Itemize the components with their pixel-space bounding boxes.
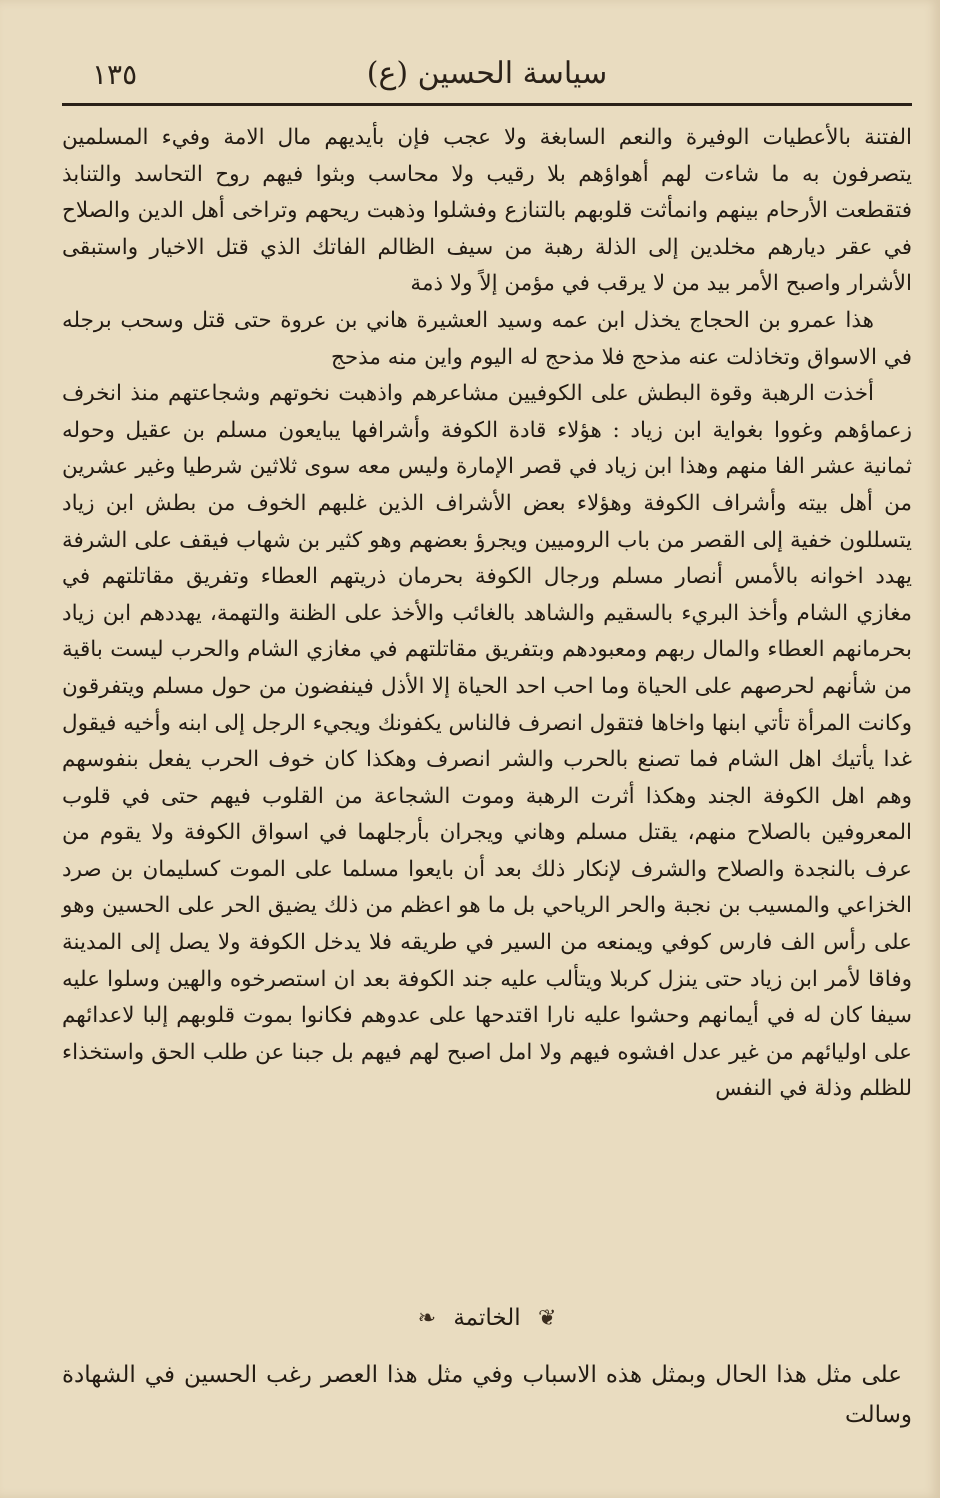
ornament-right-icon: ❧ bbox=[417, 1306, 437, 1331]
header-rule bbox=[62, 103, 912, 106]
ornament-left-icon: ❦ bbox=[537, 1306, 557, 1331]
running-title: سياسة الحسين (ع) bbox=[366, 56, 608, 91]
page-number: ١٣٥ bbox=[92, 58, 138, 91]
closing-line: على مثل هذا الحال وبمثل هذه الاسباب وفي مثل هذا العصر رغب الحسين في الشهادة وسالت bbox=[62, 1362, 912, 1428]
section-heading-text: الخاتمة bbox=[453, 1305, 521, 1331]
page-header bbox=[62, 52, 912, 96]
paragraph-3: أخذت الرهبة وقوة البطش على الكوفيين مشاعرهم واذهبت نخوتهم وشجاعتهم منذ انخرف زعماؤهم وغووا بغواية ابن زياد : هؤلاء قادة الكوفة وأشرافها يبايعون مسلم بن عقيل وحوله ثمانية عشر الفا منهم وهذا ابن زياد في قصر الإمارة وليس معه سوى ثلاثين شرطيا وغير عشرين من أهل بيته وأشراف الكوفة وهؤلاء بعض الأشراف الذين غلبهم الخوف من بطش ابن زياد يتسللون خفية إلى القصر من باب الروميين ويجرؤ بعضهم وهو كثير بن شهاب فيقف على الشرفة يهدد اخوانه بالأمس أنصار مسلم ورجال الكوفة بحرمان ذريتهم العطاء وتفريق مقاتلتهم في مغازي الشام وأخذ البريء بالسقيم والشاهد بالغائب والأخذ على الظنة والتهمة، يهددهم ابن زياد بحرمانهم العطاء والمال ربهم ومعبودهم وبتفريق مقاتلتهم في مغازي الشام والحرب ليست باقية من شأنهم لحرصهم على الحياة وما احب احد الحياة إلا الأذل فينفضون من حول مسلم ويتفرقون وكانت المرأة تأتي ابنها واخاها فتقول انصرف فالناس يكفونك ويجيء الرجل إلى ابنه وأخيه فيقول غدا يأتيك اهل الشام فما تصنع بالحرب والشر انصرف وهكذا كان خوف الحرب يفعل بنفوسهم وهم اهل الكوفة الجند وهكذا أثرت الرهبة وموت الشجاعة من القلوب فيهم حتى في قلوب المعروفين بالصلاح منهم، يقتل مسلم وهاني ويجران بأرجلهما في اسواق الكوفة ولا يقوم من عرف بالنجدة والصلاح والشرف لإنكار ذلك بعد أن بايعوا مسلما على الموت كسليمان بن صرد الخزاعي والمسيب بن نجبة والحر الرياحي بل ما هو اعظم من ذلك يضيق الحر على الحسين وهو على رأس الف فارس كوفي ويمنعه من السير في طريقه فلا يدخل الكوفة ولا يصل إلى المدينة وفاقا لأمر ابن زياد حتى ينزل كربلا ويتألب عليه جند الكوفة بعد ان استصرخوه والهين وسلوا عليه سيفا كان له في أيمانهم وحشوا عليه نارا اقتدحها على عدوهم فكانوا بموت قلوبهم إلبا لاعدائهم على اوليائهم من غير عدل افشوه فيهم ولا امل اصبح لهم فيهم بل جبنا عن طلب الحق واستخذاء للظلم وذلة في النفس bbox=[62, 381, 912, 1102]
section-heading bbox=[62, 1305, 912, 1345]
paragraph-2: هذا عمرو بن الحجاج يخذل ابن عمه وسيد العشيرة هاني بن عروة حتى قتل وسحب برجله في الاسواق وتخاذلت عنه مذحج فلا مذحج له اليوم واين منه مذحج bbox=[62, 307, 912, 370]
paragraph-1: الفتنة بالأعطيات الوفيرة والنعم السابغة ولا عجب فإن بأيديهم مال الامة وفيء المسلمين يتصرفون به ما شاءت لهم أهواؤهم بلا رقيب ولا محاسب وبثوا فيهم روح التحاسد والتنابذ فتقطعت الأرحام بينهم وانمأثت قلوبهم بالتنازع وفشلوا وذهبت ريحهم وتراخى أهل الدين والصلاح في عقر ديارهم مخلدين إلى الذلة رهبة من سيف الظالم الفاتك الذي قتل الاخيار واستبقى الأشرار واصبح الأمر بيد من لا يرقب في مؤمن إلاً ولا ذمة bbox=[62, 125, 912, 297]
body-text bbox=[62, 120, 912, 1108]
page-margin bbox=[940, 0, 967, 1498]
